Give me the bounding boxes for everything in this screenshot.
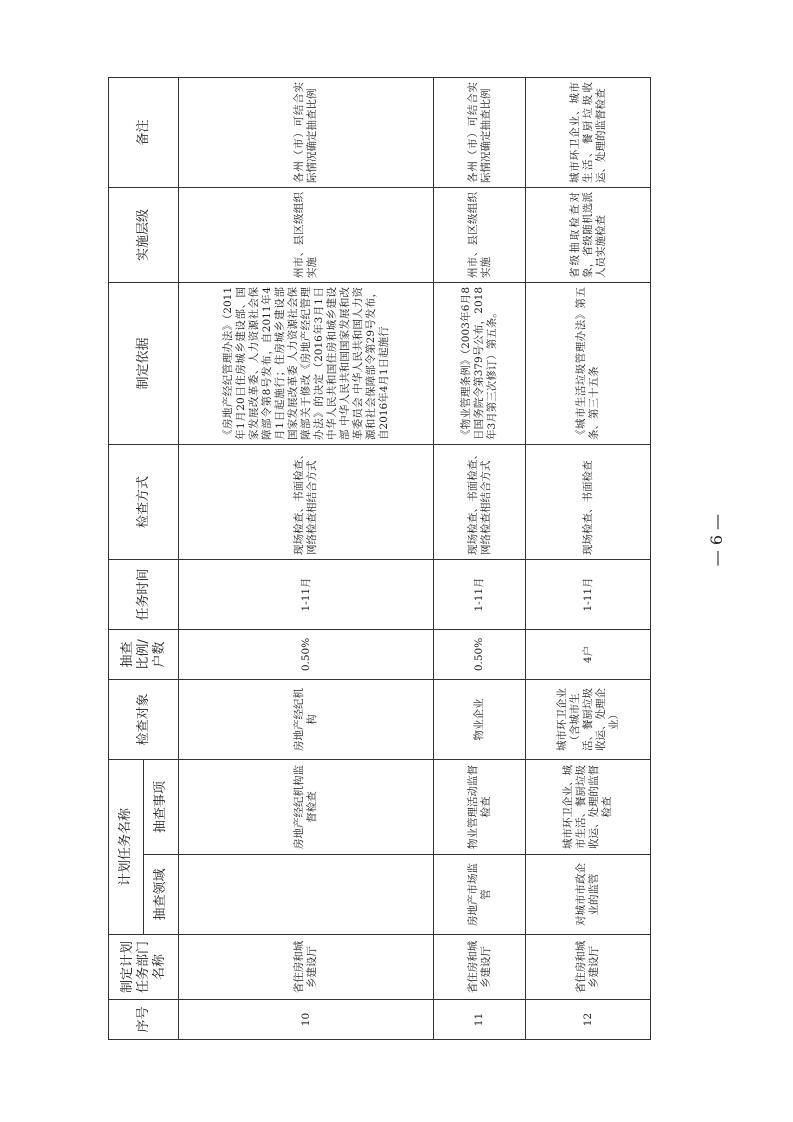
time-cell: 1-11月 [526, 559, 651, 629]
target-cell: 物业企业 [434, 679, 526, 759]
header-task-group: 计划任务名称 [109, 759, 144, 934]
method-cell: 现场检查、书面检查、网络检查相结合方式 [179, 444, 434, 559]
field-cell: 对城市市政企业的监管 [526, 855, 651, 935]
ratio-cell: 4户 [526, 629, 651, 679]
ratio-cell: 0.50% [179, 629, 434, 679]
inspection-plan-table [108, 77, 651, 1040]
time-cell: 1-11月 [434, 559, 526, 629]
item-cell: 城市环卫企业、城市生活、餐厨垃圾收运、处理的监督检查 [526, 759, 651, 854]
header-field: 抽查领域 [144, 855, 179, 935]
table-row [434, 77, 526, 1039]
rotated-table-wrapper [108, 78, 650, 1040]
note-cell: 城市环卫企业、城市生活、餐厨垃圾收运、处理的监督检查 [526, 77, 651, 187]
seq-cell: 11 [434, 1000, 526, 1040]
ratio-cell: 0.50% [434, 629, 526, 679]
basis-cell: 《物业管理条例》（2003年6月8日国务院令第379号公布，2018年3月第三次修订）第五条。 [434, 282, 526, 444]
header-time: 任务时间 [109, 559, 179, 629]
seq-cell: 12 [526, 1000, 651, 1040]
method-cell: 现场检查、书面检查、网络检查相结合方式 [434, 444, 526, 559]
method-cell: 现场检查、书面检查 [526, 444, 651, 559]
time-cell: 1-11月 [179, 559, 434, 629]
header-seq: 序号 [109, 1000, 179, 1040]
header-item: 抽查事项 [144, 759, 179, 854]
header-row [109, 77, 144, 1039]
dept-cell: 省住房和城乡建设厅 [434, 935, 526, 1000]
table-row [179, 77, 434, 1039]
field-cell [179, 855, 434, 935]
header-ratio-label: 抽查比例/户数 [119, 639, 167, 670]
table-row [526, 77, 651, 1039]
header-ratio [109, 629, 179, 679]
header-basis: 制定依据 [109, 282, 179, 444]
basis-cell: 《房地产经纪管理办法》（2011年1月20日住房城乡建设部、国家发展改革委、人力资源社会保障部令第8号发布，自2011年4月1日起施行；住房城乡建设部 国家发展改革委 人力资源社会保障部关于修改《房地产经纪管理办法》的决定（2016年3月1日中华人民共和国住房和城乡建设部 中华人民共和国国家发展和改革委员会 中华人民共和国人力资源和社会保障部令第29号发布，自2016年4月1日起施行 [179, 282, 434, 444]
level-cell: 州市、县区级组织实施 [434, 187, 526, 282]
target-cell: 城市环卫企业（含城市生活、餐厨垃圾收运、处理企业） [526, 679, 651, 759]
note-cell: 各州（市）可结合实际情况确定抽查比例 [179, 77, 434, 187]
item-cell: 房地产经纪机构监督检查 [179, 759, 434, 854]
seq-cell: 10 [179, 1000, 434, 1040]
header-target: 检查对象 [109, 679, 179, 759]
dept-cell: 省住房和城乡建设厅 [179, 935, 434, 1000]
item-cell: 物业管理活动监督检查 [434, 759, 526, 854]
note-cell: 各州（市）可结合实际情况确定抽查比例 [434, 77, 526, 187]
level-cell: 州市、县区级组织实施 [179, 187, 434, 282]
basis-cell: 《城市生活垃圾管理办法》第五条、第三十五条 [526, 282, 651, 444]
header-level: 实施层级 [109, 187, 179, 282]
field-cell: 房地产市场监管 [434, 855, 526, 935]
header-dept: 制定计划任务部门名称 [109, 935, 179, 1000]
dept-cell: 省住房和城乡建设厅 [526, 935, 651, 1000]
header-method: 检查方式 [109, 444, 179, 559]
target-cell: 房地产经纪机构 [179, 679, 434, 759]
header-note: 备注 [109, 77, 179, 187]
page-number: — 6 — [707, 513, 726, 567]
level-cell: 省级抽取检查对象，省级随机选派人员实施检查 [526, 187, 651, 282]
